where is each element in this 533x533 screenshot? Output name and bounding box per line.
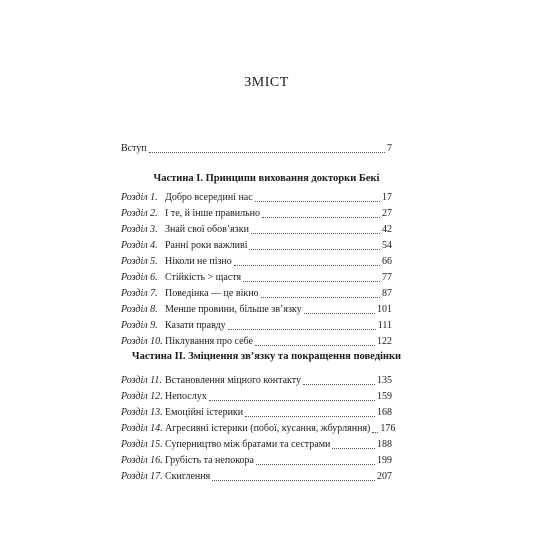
dot-leader — [212, 480, 375, 481]
chapter-title: Казати правду — [165, 320, 226, 331]
chapter-page-number: 168 — [377, 407, 392, 418]
toc-row-ch13 — [121, 405, 392, 419]
chapter-label: Розділ 1. — [121, 192, 158, 203]
chapter-label: Розділ 9. — [121, 320, 158, 331]
toc-row-ch6 — [121, 270, 392, 284]
intro-title: Вступ — [121, 143, 147, 154]
part-2-title: Частина ІІ. Зміцнення зв’язку та покращення поведінки — [131, 351, 402, 362]
chapter-label: Розділ 11. — [121, 375, 162, 386]
chapter-page-number: 188 — [377, 439, 392, 450]
chapter-label: Розділ 10. — [121, 336, 163, 347]
dot-leader — [209, 400, 375, 401]
chapter-title: Встановлення міцного контакту — [165, 375, 301, 386]
chapter-title: Менше провини, більше зв’язку — [165, 304, 302, 315]
dot-leader — [255, 345, 375, 346]
chapter-title: Добро всередині нас — [165, 192, 253, 203]
chapter-page-number: 207 — [377, 471, 392, 482]
chapter-page-number: 54 — [382, 240, 392, 251]
dot-leader — [332, 448, 375, 449]
toc-row-ch16 — [121, 453, 392, 467]
dot-leader — [304, 313, 375, 314]
toc-row-ch7 — [121, 286, 392, 300]
toc-row-ch15 — [121, 437, 392, 451]
chapter-title: Непослух — [165, 391, 207, 402]
dot-leader — [372, 432, 378, 433]
chapter-label: Розділ 14. — [121, 423, 163, 434]
chapter-title: Ніколи не пізно — [165, 256, 232, 267]
toc-row-ch9 — [121, 318, 392, 332]
chapter-page-number: 122 — [377, 336, 392, 347]
page-title: ЗМІСТ — [244, 75, 289, 90]
toc-row-ch11 — [121, 373, 392, 387]
dot-leader — [251, 233, 380, 234]
dot-leader — [303, 384, 375, 385]
dot-leader — [243, 281, 380, 282]
chapter-page-number: 111 — [377, 320, 392, 331]
chapter-page-number: 42 — [382, 224, 392, 235]
chapter-page-number: 27 — [382, 208, 392, 219]
chapter-page-number: 17 — [382, 192, 392, 203]
chapter-label: Розділ 12. — [121, 391, 163, 402]
chapter-label: Розділ 5. — [121, 256, 158, 267]
chapter-title: Стійкість > щастя — [165, 272, 242, 283]
dot-leader — [228, 329, 376, 330]
toc-row-ch10 — [121, 334, 392, 348]
chapter-label: Розділ 8. — [121, 304, 158, 315]
dot-leader — [255, 201, 380, 202]
toc-row-ch17 — [121, 469, 392, 483]
dot-leader — [149, 152, 385, 153]
toc-row-ch4 — [121, 238, 392, 252]
toc-row-ch3 — [121, 222, 392, 236]
chapter-title: Суперництво між братами та сестрами — [165, 439, 331, 450]
chapter-page-number: 159 — [377, 391, 392, 402]
part-1-title: Частина І. Принципи виховання докторки Бекі — [153, 173, 380, 184]
chapter-label: Розділ 16. — [121, 455, 163, 466]
chapter-label: Розділ 7. — [121, 288, 158, 299]
chapter-page-number: 77 — [382, 272, 392, 283]
chapter-page-number: 66 — [382, 256, 392, 267]
toc-row-ch14 — [121, 421, 396, 435]
chapter-title: Грубість та непокора — [165, 455, 254, 466]
chapter-page-number: 101 — [377, 304, 392, 315]
dot-leader — [262, 217, 380, 218]
chapter-title: Ранні роки важливі — [165, 240, 248, 251]
dot-leader — [261, 297, 380, 298]
dot-leader — [249, 249, 380, 250]
toc-row-ch8 — [121, 302, 392, 316]
toc-row-ch2 — [121, 206, 392, 220]
chapter-title: Знай свої обов’язки — [165, 224, 249, 235]
chapter-label: Розділ 6. — [121, 272, 158, 283]
dot-leader — [256, 464, 375, 465]
chapter-label: Розділ 13. — [121, 407, 163, 418]
chapter-title: Емоційні істерики — [165, 407, 244, 418]
chapter-title: Скиглення — [165, 471, 211, 482]
chapter-label: Розділ 4. — [121, 240, 158, 251]
chapter-title: І те, й інше правильно — [165, 208, 261, 219]
chapter-label: Розділ 2. — [121, 208, 158, 219]
chapter-label: Розділ 3. — [121, 224, 158, 235]
chapter-title: Поведінка — це вікно — [165, 288, 259, 299]
dot-leader — [234, 265, 380, 266]
toc-intro-row — [121, 141, 392, 155]
toc-row-ch1 — [121, 190, 392, 204]
chapter-label: Розділ 15. — [121, 439, 163, 450]
intro-page-number: 7 — [387, 143, 392, 154]
chapter-page-number: 176 — [380, 423, 396, 434]
chapter-page-number: 199 — [377, 455, 392, 466]
chapter-label: Розділ 17. — [121, 471, 163, 482]
chapter-title: Піклування про себе — [165, 336, 253, 347]
toc-row-ch12 — [121, 389, 392, 403]
chapter-page-number: 87 — [382, 288, 392, 299]
chapter-page-number: 135 — [377, 375, 392, 386]
toc-row-ch5 — [121, 254, 392, 268]
chapter-title: Агресивні істерики (побої, кусання, жбурляння) — [165, 423, 371, 434]
dot-leader — [245, 416, 375, 417]
